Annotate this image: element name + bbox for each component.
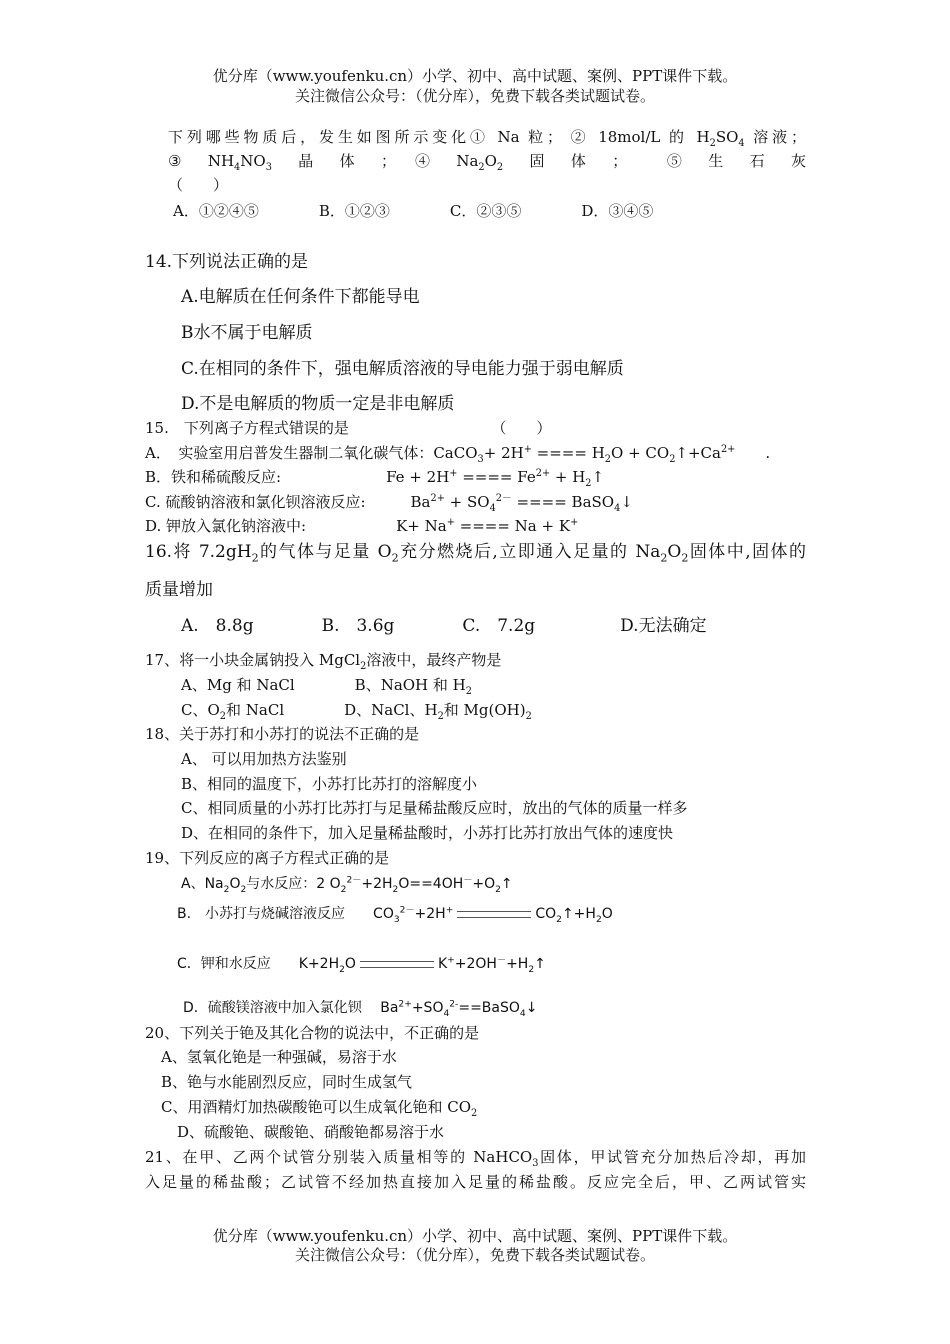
header-line-2: 关注微信公众号：（优分库），免费下载各类试题试卷。 — [294, 87, 655, 105]
q14-option-c: C.在相同的条件下，强电解质溶液的导电能力强于弱电解质 — [181, 359, 624, 379]
q16-line-1: 16.将 $7.2gH_2$的气体与足量 $O_2$充分燃烧后,立即通入足量的 $Na_2O_2$固体中,固体的 — [145, 542, 806, 565]
q21-line-1: 21、在甲、乙两个试管分别装入质量相等的 NaHCO$_3$固体，甲试管充分加热后冷却，再加 — [145, 1148, 806, 1169]
q16-line-2: 质量增加 — [145, 580, 213, 600]
q20-option-b: B、铯与水能剧烈反应，同时生成氢气 — [161, 1073, 413, 1091]
q14-stem: 14.下列说法正确的是 — [145, 252, 309, 272]
q16-options: A. 8.8g B. 3.6g C. 7.2g D.无法确定 — [181, 616, 707, 636]
q19-b-equals-sign — [457, 911, 531, 918]
q19-b-products: $CO_2↑+H_2O$ — [535, 906, 613, 925]
q19-option-a: A、$Na_2O_2$与水反应：2 $O_2^{2-}+2H_2O==4OH^-+O_2↑$ — [181, 875, 513, 895]
q18-option-c: C、相同质量的小苏打比苏打与足量稀盐酸反应时，放出的气体的质量一样多 — [181, 799, 688, 817]
q15-option-d: D. 钾放入氯化钠溶液中: K+ Na+ ==== Na + K+ — [145, 517, 579, 535]
q17-options-cd: C、$O_2$和 NaCl D、NaCl、$H_2$和 $Mg(OH)_2$ — [181, 701, 532, 722]
q15-option-a: A． 实验室用启普发生器制二氧化碳气体：CaCO$_3$+ 2H+ ==== $H_2O$ + $CO_2↑+Ca^{2+}$ . — [145, 444, 771, 465]
q19-option-d: D．硫酸镁溶液中加入氯化钡 $Ba^{2+}+SO_4^{2-}==BaSO_4↓$ — [183, 999, 538, 1019]
q19-b-reactants: B. 小苏打与烧碱溶液反应 $CO_3^{2-}+2H^+$ — [177, 905, 454, 925]
q13-line-2: ③ $NH_4NO_3$ 晶 体 ； ④ $Na_2O_2$ 固 体 ； ⑤ 生 石 灰 — [168, 152, 806, 173]
q13-line-1: 下列哪些物质后，发生如图所示变化① Na 粒； ② 18mol/L 的 $H_2SO_4$ 溶液； — [168, 128, 806, 149]
q15-option-c: C. 硫酸钠溶液和氯化钡溶液反应: $Ba^{2+} + SO_4^{2-}$ ==== BaSO$_4$↓ — [145, 493, 633, 514]
q18-stem: 18、关于苏打和小苏打的说法不正确的是 — [145, 725, 420, 743]
q20-option-c: C、用酒精灯加热碳酸铯可以生成氧化铯和 $CO_2$ — [161, 1098, 478, 1119]
q21-line-2: 入足量的稀盐酸；乙试管不经加热直接加入足量的稀盐酸。反应完全后，甲、乙两试管实 — [145, 1173, 806, 1191]
q19-stem: 19、下列反应的离子方程式正确的是 — [145, 849, 390, 867]
q19-option-c — [177, 953, 546, 975]
q18-option-d: D、在相同的条件下，加入足量稀盐酸时，小苏打比苏打放出气体的速度快 — [181, 824, 674, 842]
q19-option-b — [177, 903, 613, 925]
q13-answer-bracket: （ ） — [168, 176, 229, 194]
q17-stem: 17、将一小块金属钠投入 MgCl$_2$溶液中，最终产物是 — [145, 651, 502, 672]
q19-c-products: $K^++2OH^-+H_2↑$ — [437, 955, 546, 975]
footer-line-2: 关注微信公众号：（优分库），免费下载各类试题试卷。 — [294, 1246, 655, 1264]
q20-stem: 20、下列关于铯及其化合物的说法中，不正确的是 — [145, 1024, 480, 1042]
q17-options-ab: A、Mg 和 NaCl B、NaOH 和 $H_2$ — [181, 676, 472, 697]
footer-line-1: 优分库（www.youfenku.cn）小学、初中、高中试题、案例、PPT课件下载。 — [212, 1227, 738, 1245]
q15-stem: 15. 下列离子方程式错误的是 （ ） — [145, 419, 552, 437]
header-line-1: 优分库（www.youfenku.cn）小学、初中、高中试题、案例、PPT课件下载。 — [212, 67, 738, 85]
q19-c-equals-sign — [360, 961, 434, 968]
q15-option-b: B．铁和稀硫酸反应: Fe + 2H+ ==== $Fe^{2+}$ + $H_2↑$ — [145, 468, 605, 489]
q18-option-b: B、相同的温度下，小苏打比苏打的溶解度小 — [181, 775, 478, 793]
q20-option-d: D、硫酸铯、碳酸铯、硝酸铯都易溶于水 — [177, 1123, 445, 1141]
q18-option-a: A、 可以用加热方法鉴别 — [181, 750, 347, 768]
q19-c-reactants: C．钾和水反应 $K+2H_2O$ — [177, 956, 356, 975]
q14-option-a: A.电解质在任何条件下都能导电 — [181, 287, 420, 307]
q13-options: A．①②④⑤ B．①②③ C．②③⑤ D．③④⑤ — [173, 202, 654, 220]
q14-option-b: B水不属于电解质 — [181, 323, 313, 343]
q14-option-d: D.不是电解质的物质一定是非电解质 — [181, 394, 455, 414]
q20-option-a: A、氢氧化铯是一种强碱，易溶于水 — [161, 1048, 397, 1066]
